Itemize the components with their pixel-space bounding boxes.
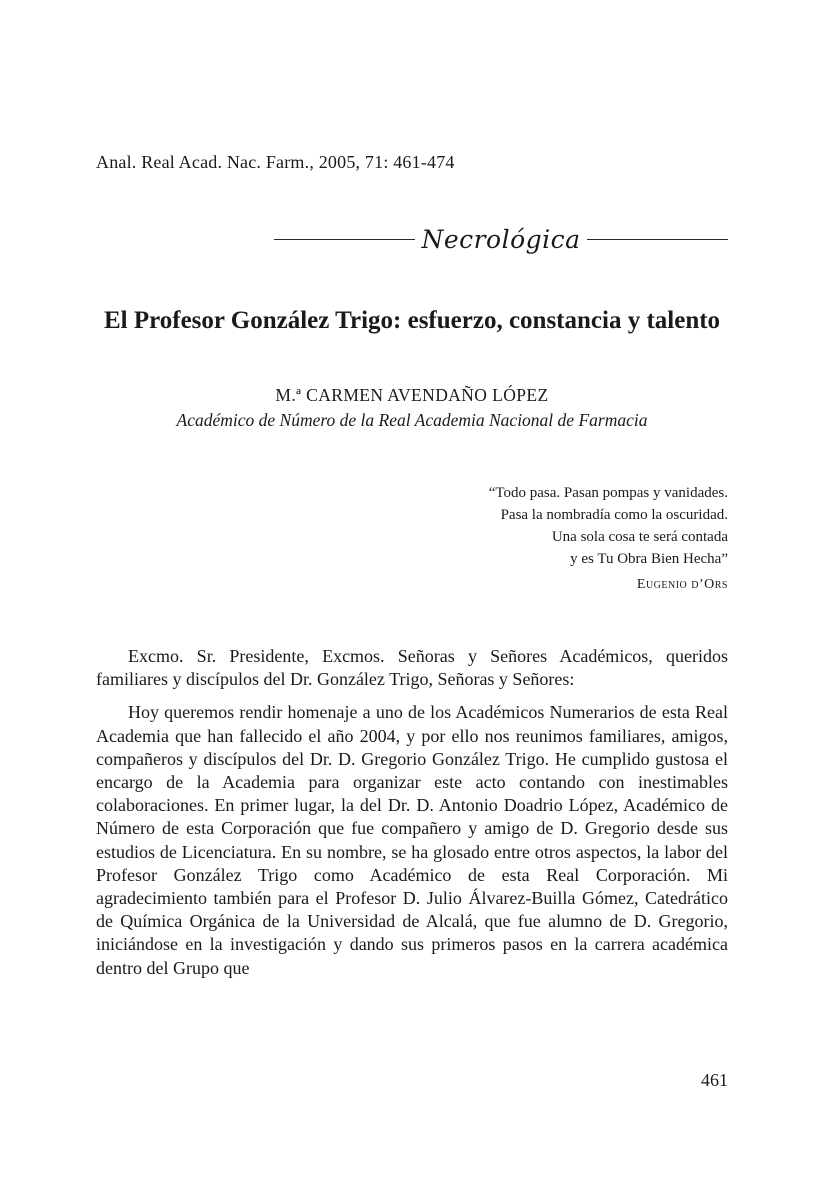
paragraph: Excmo. Sr. Presidente, Excmos. Señoras y Señores Académicos, queridos familiares y discípulos del Dr. González Trigo, Señoras y Señores:: [96, 646, 728, 690]
epigraph: [308, 482, 728, 596]
journal-reference: Anal. Real Acad. Nac. Farm., 2005, 71: 461-474: [96, 152, 455, 172]
section-rule-right: [587, 239, 728, 240]
epigraph-line: “Todo pasa. Pasan pompas y vanidades.: [488, 485, 728, 501]
section-label: Necrológica: [421, 224, 581, 254]
body-text: [96, 645, 728, 990]
paragraph: Hoy queremos rendir homenaje a uno de los Académicos Numerarios de esta Real Academia que han fallecido el año 2004, y por ello nos reunimos familiares, amigos, compañeros y discípulos del Dr. D. Gregorio González Trigo. He cumplido gustosa el encargo de la Academia para organizar este acto contando con inestimables colaboraciones. En primer lugar, la del Dr. D. Antonio Doadrio López, Académico de Número de esta Corporación que fue compañero y amigo de D. Gregorio desde sus estudios de Licenciatura. En su nombre, se ha glosado entre otros aspectos, la labor del Profesor González Trigo como Académico de esta Real Corporación. Mi agradecimiento también para el Profesor D. Julio Álvarez-Builla Gómez, Catedrático de Química Orgánica de la Universidad de Alcalá, que fue alumno de D. Gregorio, iniciándose en la investigación y dando sus primeros pasos en la carrera académica dentro del Grupo que: [96, 702, 728, 978]
section-header: [274, 224, 728, 254]
epigraph-line: Una sola cosa te será contada: [551, 529, 728, 545]
article-author: M.ª CARMEN AVENDAÑO LÓPEZ: [275, 385, 549, 405]
epigraph-line: Pasa la nombradía como la oscuridad.: [500, 507, 728, 523]
section-rule-left: [274, 239, 415, 240]
page-number: 461: [701, 1070, 728, 1090]
epigraph-attribution: Eugenio d’Ors: [636, 577, 728, 592]
article-title: El Profesor González Trigo: esfuerzo, constancia y talento: [103, 307, 721, 334]
epigraph-line: y es Tu Obra Bien Hecha”: [570, 551, 728, 567]
author-affiliation: Académico de Número de la Real Academia Nacional de Farmacia: [176, 410, 648, 430]
